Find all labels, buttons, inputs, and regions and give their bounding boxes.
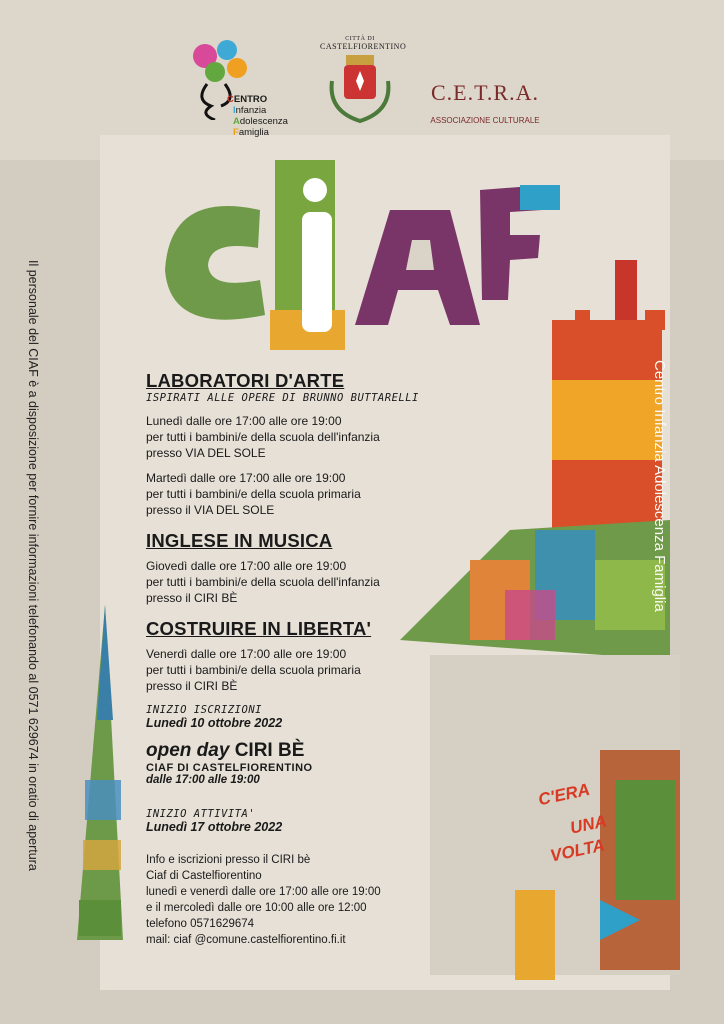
schedule-block <box>146 470 436 518</box>
info-line: Ciaf di Castelfiorentino <box>146 870 262 882</box>
decorative-spike-left <box>75 600 125 945</box>
vertical-title-label: Centro Infanzia Adolescenza Famiglia <box>651 360 668 612</box>
vertical-title <box>644 360 674 660</box>
schedule-target: per tutti i bambini/e della scuola dell'infanzia <box>146 575 380 589</box>
openday-title <box>146 740 436 762</box>
cera-word-1: C'ERA <box>536 779 592 810</box>
ciaf-logo-line-4: Famiglia <box>233 127 269 138</box>
info-phone: telefono 0571629674 <box>146 918 255 930</box>
schedule-time: Martedì dalle ore 17:00 alle ore 19:00 <box>146 471 346 485</box>
seal-city-prefix: CITTÀ DI <box>345 36 375 42</box>
schedule-target: per tutti i bambini/e della scuola primaria <box>146 663 361 677</box>
section-inglese <box>146 530 436 606</box>
section-heading: COSTRUIRE IN LIBERTA' <box>146 618 372 639</box>
section-heading: INGLESE IN MUSICA <box>146 530 333 551</box>
cera-una-volta <box>530 775 650 895</box>
section-costruire <box>146 618 436 694</box>
schedule-target: per tutti i bambini/e della scuola primaria <box>146 487 361 501</box>
schedule-target: per tutti i bambini/e della scuola dell'infanzia <box>146 430 380 444</box>
section-laboratori <box>146 370 436 518</box>
ciaf-logo-line-3: Adolescenza <box>233 116 288 127</box>
schedule-block <box>146 413 436 461</box>
cetra-logo <box>420 80 550 125</box>
schedule-place: presso VIA DEL SOLE <box>146 446 266 460</box>
ciaf-logo <box>185 40 325 150</box>
seal-city-name: CASTELFIORENTINO <box>320 42 407 51</box>
openday-time: dalle 17:00 alle 19:00 <box>146 774 260 786</box>
schedule-block <box>146 558 436 606</box>
coat-of-arms-icon <box>324 51 396 131</box>
schedule-place: presso il CIRI BÈ <box>146 591 238 605</box>
info-email: mail: ciaf @comune.castelfiorentino.fi.it <box>146 934 346 946</box>
info-line: Info e iscrizioni presso il CIRI bè <box>146 854 311 866</box>
openday-name: CIRI BÈ <box>234 740 305 761</box>
main-content <box>146 370 436 948</box>
openday-prefix: open day <box>146 740 230 761</box>
section-heading: LABORATORI D'ARTE <box>146 370 345 391</box>
schedule-time: Lunedì dalle ore 17:00 alle ore 19:00 <box>146 414 342 428</box>
schedule-time: Venerdì dalle ore 17:00 alle ore 19:00 <box>146 647 347 661</box>
castelfiorentino-seal <box>320 36 407 136</box>
openday-place: CIAF DI CASTELFIORENTINO <box>146 762 313 774</box>
cera-word-3: VOLTA <box>548 835 607 866</box>
cetra-subtitle: ASSOCIAZIONE CULTURALE <box>430 116 540 125</box>
cera-word-2: UNA <box>568 811 609 838</box>
schedule-place: presso il CIRI BÈ <box>146 679 238 693</box>
openday-block <box>146 740 436 786</box>
cetra-name: C.E.T.R.A. <box>431 80 539 105</box>
schedule-time: Giovedì dalle ore 17:00 alle ore 19:00 <box>146 559 347 573</box>
vertical-info-label: Il personale del CIAF è a disposizione per fornire informazioni telefonando al 0571 629674 in oratio di apertura <box>26 260 40 871</box>
iscrizioni-date: Lunedì 10 ottobre 2022 <box>146 716 283 730</box>
schedule-place: presso il VIA DEL SOLE <box>146 503 275 517</box>
vertical-info-text <box>14 260 44 880</box>
info-block <box>146 852 436 948</box>
ciaf-logo-line-2: Infanzia <box>233 105 267 116</box>
attivita-block <box>146 808 436 834</box>
info-line: e il mercoledì dalle ore 10:00 alle ore 12:00 <box>146 902 367 914</box>
ciaf-logo-line-1: CENTRO <box>227 94 268 105</box>
section-subtitle: ISPIRATI ALLE OPERE DI BRUNNO BUTTARELLI <box>146 392 419 404</box>
attivita-date: Lunedì 17 ottobre 2022 <box>146 820 283 834</box>
info-line: lunedì e venerdì dalle ore 17:00 alle ore 19:00 <box>146 886 381 898</box>
schedule-block <box>146 646 436 694</box>
iscrizioni-label: INIZIO ISCRIZIONI <box>146 704 262 716</box>
iscrizioni-block <box>146 704 436 730</box>
attivita-label: INIZIO ATTIVITA' <box>146 808 256 820</box>
